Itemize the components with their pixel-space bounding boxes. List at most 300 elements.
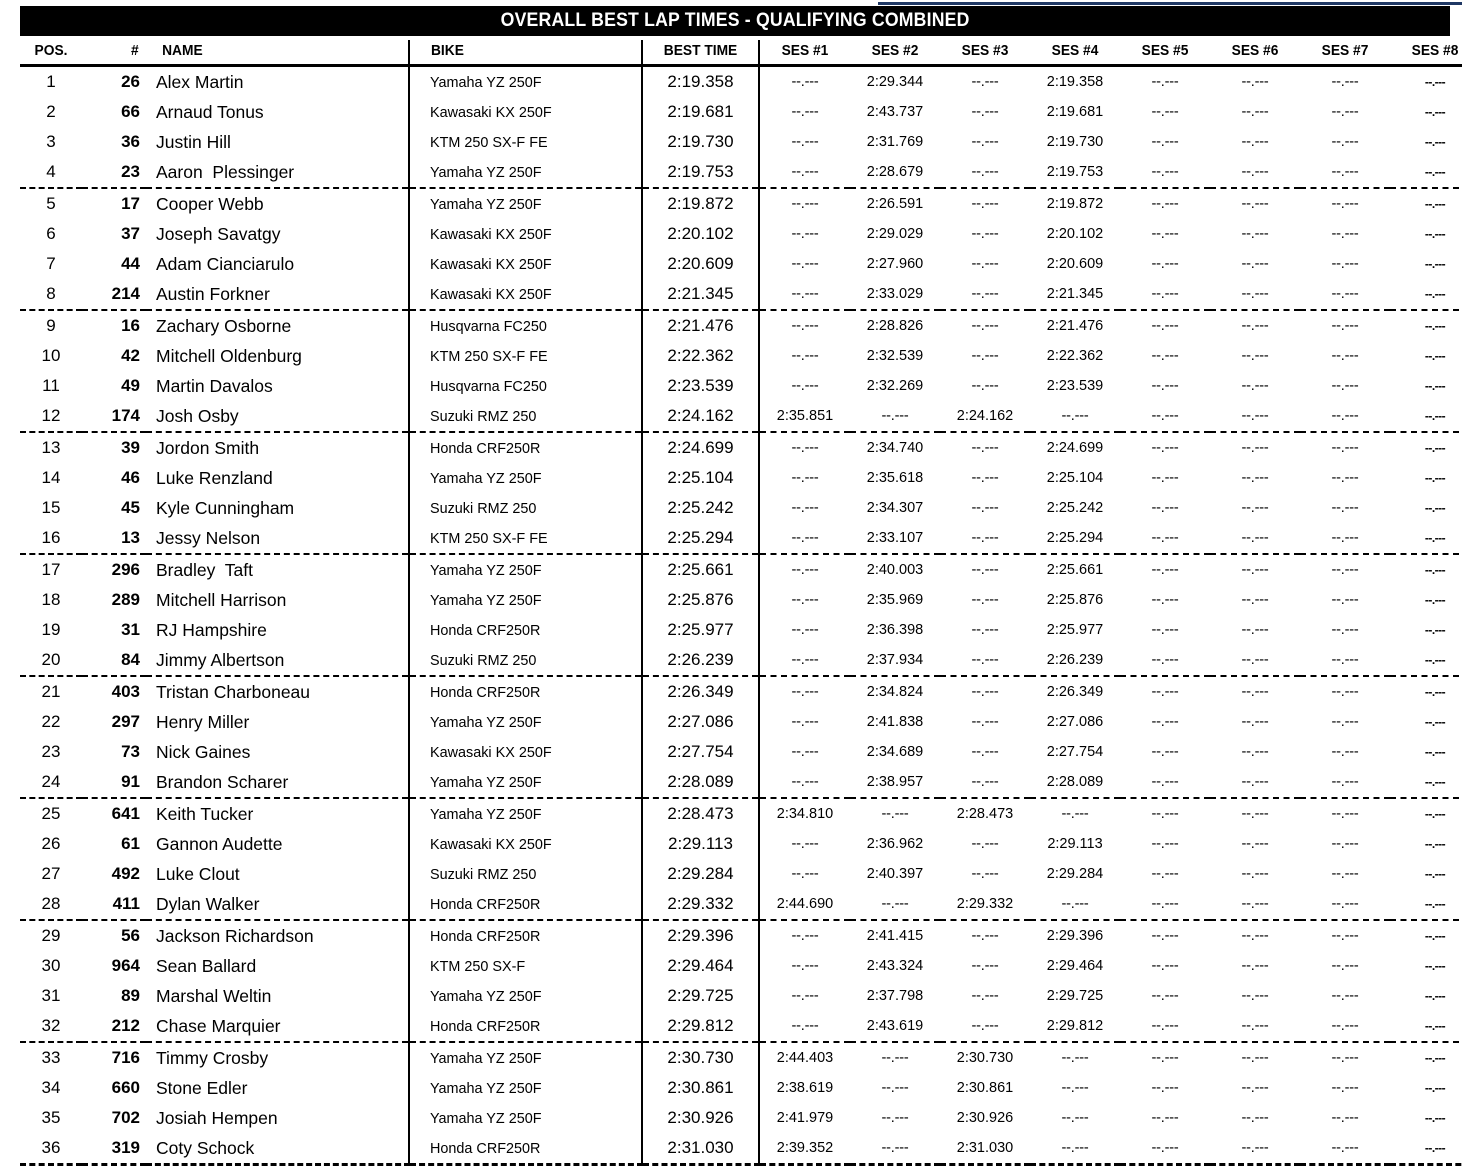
cell-best-time: 2:19.681 (642, 97, 759, 127)
cell-session-6: --.--- (1241, 988, 1269, 1004)
accent-rule (878, 2, 1462, 5)
cell-number: 289 (111, 590, 140, 609)
table-row (20, 767, 1462, 798)
cell-session-3: --.--- (971, 318, 999, 334)
cell-number: 492 (111, 864, 140, 883)
cell-session-6: --.--- (1241, 104, 1269, 120)
cell-rider-name: Zachary Osborne (156, 315, 292, 336)
cell-bike: KTM 250 SX-F FE (414, 523, 638, 554)
cell-rider-name: Gannon Audette (156, 833, 283, 854)
cell-best-time: 2:19.872 (642, 188, 759, 219)
cell-number: 91 (82, 767, 146, 798)
table-head (20, 40, 1462, 66)
cell-session-7: --.--- (1331, 134, 1359, 150)
cell-number: 31 (121, 620, 140, 639)
cell-session-7: --.--- (1331, 1110, 1359, 1126)
cell-session-1: 2:35.851 (759, 401, 850, 432)
cell-session-7: --.--- (1331, 714, 1359, 730)
cell-session-7: --.--- (1331, 836, 1359, 852)
cell-best-time: 2:26.349 (642, 676, 759, 707)
cell-session-6: --.--- (1241, 1110, 1269, 1126)
cell-position: 30 (41, 956, 61, 975)
cell-session-3: --.--- (971, 226, 999, 242)
column-header-name: NAME (162, 43, 203, 59)
cell-best-time: 2:29.332 (642, 889, 759, 920)
cell-session-6: --.--- (1241, 348, 1269, 364)
cell-session-1: --.--- (759, 341, 850, 371)
cell-session-1: --.--- (759, 676, 850, 707)
cell-position: 20 (20, 645, 82, 676)
cell-session-4: 2:19.872 (1046, 196, 1104, 212)
cell-best-time: 2:25.977 (642, 615, 759, 645)
cell-rider-name: Keith Tucker (156, 803, 254, 824)
cell-session-6: --.--- (1241, 684, 1269, 700)
cell-session-5: --.--- (1120, 1133, 1210, 1165)
cell-session-6: --.--- (1241, 928, 1269, 944)
cell-session-2: 2:34.824 (866, 684, 924, 700)
page-title: OVERALL BEST LAP TIMES - QUALIFYING COMBINED (500, 10, 970, 31)
cell-position: 10 (41, 346, 61, 365)
cell-rider-name: Mitchell Harrison (156, 589, 287, 610)
cell-session-1: --.--- (759, 1011, 850, 1042)
cell-number: 23 (82, 157, 146, 188)
cell-rider-name: Austin Forkner (146, 279, 409, 310)
cell-position: 17 (41, 560, 61, 579)
column-header-ses-1: SES #1 (761, 40, 847, 66)
table-row (20, 889, 1462, 920)
cell-position: 21 (41, 682, 61, 701)
cell-session-5: --.--- (1151, 256, 1179, 272)
cell-session-8: --.--- (1424, 837, 1446, 851)
cell-session-3: --.--- (971, 592, 999, 608)
cell-session-2: 2:41.838 (866, 714, 924, 730)
cell-session-3: --.--- (971, 836, 999, 852)
cell-session-5: --.--- (1151, 348, 1179, 364)
cell-position: 31 (41, 986, 61, 1005)
cell-session-4: --.--- (1061, 806, 1089, 822)
cell-session-7: --.--- (1331, 256, 1359, 272)
cell-session-2: 2:36.962 (866, 836, 924, 852)
cell-session-4: 2:25.661 (1046, 562, 1104, 578)
cell-bike: Honda CRF250R (414, 432, 638, 463)
cell-rider-name: Justin Hill (156, 131, 231, 152)
cell-session-2: 2:34.689 (866, 744, 924, 760)
cell-number: 73 (121, 742, 140, 761)
cell-number: 61 (121, 834, 140, 853)
cell-bike: Honda CRF250R (414, 920, 638, 951)
cell-rider-name: Alex Martin (156, 71, 244, 92)
cell-session-7: --.--- (1300, 645, 1390, 676)
cell-session-7: --.--- (1331, 440, 1359, 456)
cell-best-time: 2:24.699 (642, 432, 759, 463)
cell-session-3: --.--- (971, 134, 999, 150)
cell-session-7: --.--- (1331, 500, 1359, 516)
cell-session-6: --.--- (1210, 523, 1300, 554)
cell-session-1: --.--- (759, 767, 850, 798)
cell-session-5: --.--- (1151, 744, 1179, 760)
cell-session-8: --.--- (1390, 279, 1462, 310)
table-row (20, 859, 1462, 889)
cell-position: 25 (41, 804, 61, 823)
cell-session-7: --.--- (1331, 1080, 1359, 1096)
cell-rider-name: Josh Osby (146, 401, 409, 432)
cell-session-7: --.--- (1331, 866, 1359, 882)
cell-bike: Suzuki RMZ 250 (414, 859, 638, 889)
cell-session-2: --.--- (881, 1080, 909, 1096)
column-header-ses-5: SES #5 (1141, 43, 1189, 59)
cell-session-8: --.--- (1424, 257, 1446, 271)
cell-number: 17 (121, 194, 140, 213)
cell-session-2: --.--- (881, 806, 909, 822)
cell-session-6: --.--- (1210, 889, 1300, 920)
table-row (20, 829, 1462, 859)
cell-session-5: --.--- (1151, 592, 1179, 608)
cell-best-time: 2:22.362 (642, 341, 759, 371)
cell-session-4: --.--- (1030, 1133, 1120, 1165)
cell-position: 26 (41, 834, 61, 853)
cell-position: 28 (20, 889, 82, 920)
table-row (20, 951, 1462, 981)
cell-rider-name: Chase Marquier (146, 1011, 409, 1042)
cell-session-3: --.--- (940, 523, 1030, 554)
cell-session-5: --.--- (1151, 622, 1179, 638)
cell-bike: Yamaha YZ 250F (414, 188, 638, 219)
cell-session-7: --.--- (1300, 1133, 1390, 1165)
cell-session-1: --.--- (759, 493, 850, 523)
cell-position: 29 (41, 926, 61, 945)
cell-session-1: 2:34.810 (759, 798, 850, 829)
cell-best-time: 2:25.661 (642, 554, 759, 585)
cell-session-5: --.--- (1151, 104, 1179, 120)
cell-position: 16 (20, 523, 82, 554)
cell-bike: Yamaha YZ 250F (414, 554, 638, 585)
cell-session-2: 2:38.957 (850, 767, 940, 798)
table-row (20, 157, 1462, 188)
cell-best-time: 2:20.102 (642, 219, 759, 249)
cell-session-6: --.--- (1241, 836, 1269, 852)
cell-session-3: --.--- (940, 767, 1030, 798)
cell-session-4: 2:22.362 (1046, 348, 1104, 364)
cell-session-7: --.--- (1300, 523, 1390, 554)
cell-bike: Yamaha YZ 250F (414, 767, 638, 798)
cell-session-2: 2:41.415 (866, 928, 924, 944)
table-row (20, 127, 1462, 157)
cell-session-6: --.--- (1241, 1050, 1269, 1066)
table-row (20, 493, 1462, 523)
cell-session-4: 2:19.681 (1046, 104, 1104, 120)
cell-session-6: --.--- (1241, 744, 1269, 760)
cell-bike: KTM 250 SX-F FE (414, 341, 638, 371)
cell-session-7: --.--- (1331, 1050, 1359, 1066)
cell-session-5: --.--- (1151, 836, 1179, 852)
cell-session-7: --.--- (1331, 684, 1359, 700)
cell-rider-name: Jimmy Albertson (146, 645, 409, 676)
cell-bike: Yamaha YZ 250F (414, 463, 638, 493)
cell-number: 174 (82, 401, 146, 432)
table-row (20, 798, 1462, 829)
cell-rider-name: Marshal Weltin (156, 985, 272, 1006)
cell-bike: KTM 250 SX-F FE (414, 127, 638, 157)
cell-session-2: 2:31.769 (866, 134, 924, 150)
cell-session-8: --.--- (1424, 379, 1446, 393)
cell-bike: Kawasaki KX 250F (414, 97, 638, 127)
cell-session-4: 2:23.539 (1046, 378, 1104, 394)
cell-session-5: --.--- (1151, 714, 1179, 730)
cell-session-3: --.--- (971, 714, 999, 730)
cell-session-2: --.--- (850, 1133, 940, 1165)
cell-session-8: --.--- (1424, 105, 1446, 119)
cell-session-3: --.--- (940, 157, 1030, 188)
column-header-best-time: BEST TIME (645, 40, 756, 66)
results-table (20, 40, 1462, 1166)
cell-session-1: --.--- (759, 645, 850, 676)
cell-session-8: --.--- (1390, 157, 1462, 188)
cell-session-4: 2:25.977 (1046, 622, 1104, 638)
cell-session-5: --.--- (1151, 562, 1179, 578)
cell-session-6: --.--- (1210, 645, 1300, 676)
cell-best-time: 2:28.089 (642, 767, 759, 798)
cell-best-time: 2:29.113 (642, 829, 759, 859)
cell-session-8: --.--- (1424, 319, 1446, 333)
cell-rider-name: Arnaud Tonus (156, 101, 264, 122)
cell-session-7: --.--- (1300, 401, 1390, 432)
cell-session-7: --.--- (1331, 928, 1359, 944)
cell-position: 22 (41, 712, 61, 731)
cell-bike: Yamaha YZ 250F (414, 1103, 638, 1133)
cell-number: 16 (121, 316, 140, 335)
cell-session-3: 2:30.730 (956, 1050, 1014, 1066)
cell-session-8: --.--- (1424, 685, 1446, 699)
cell-session-5: --.--- (1151, 378, 1179, 394)
cell-session-1: --.--- (759, 981, 850, 1011)
cell-session-2: --.--- (881, 1110, 909, 1126)
cell-number: 42 (121, 346, 140, 365)
cell-best-time: 2:29.812 (642, 1011, 759, 1042)
cell-number: 212 (82, 1011, 146, 1042)
cell-best-time: 2:29.725 (642, 981, 759, 1011)
cell-session-7: --.--- (1331, 806, 1359, 822)
cell-session-3: --.--- (971, 74, 999, 90)
cell-session-2: 2:37.934 (850, 645, 940, 676)
cell-rider-name: Joseph Savatgy (156, 223, 281, 244)
cell-best-time: 2:23.539 (642, 371, 759, 401)
cell-rider-name: Aaron Plessinger (146, 157, 409, 188)
cell-session-7: --.--- (1331, 378, 1359, 394)
cell-session-6: --.--- (1241, 226, 1269, 242)
cell-session-7: --.--- (1331, 592, 1359, 608)
cell-session-3: 2:28.473 (956, 806, 1014, 822)
cell-rider-name: Bradley Taft (156, 559, 253, 580)
cell-session-5: --.--- (1151, 318, 1179, 334)
page-title-bar (20, 6, 1450, 36)
cell-session-4: 2:20.102 (1046, 226, 1104, 242)
cell-position: 36 (20, 1133, 82, 1165)
cell-rider-name: Jordon Smith (156, 437, 260, 458)
cell-session-3: 2:30.926 (956, 1110, 1014, 1126)
cell-session-2: 2:35.618 (866, 470, 924, 486)
cell-bike: Honda CRF250R (414, 1133, 638, 1165)
cell-session-3: --.--- (971, 256, 999, 272)
cell-session-6: --.--- (1241, 806, 1269, 822)
cell-session-4: 2:24.699 (1046, 440, 1104, 456)
cell-session-3: --.--- (971, 988, 999, 1004)
cell-session-5: --.--- (1120, 523, 1210, 554)
cell-session-8: --.--- (1424, 135, 1446, 149)
table-row (20, 279, 1462, 310)
cell-session-1: 2:41.979 (759, 1103, 850, 1133)
table-row (20, 97, 1462, 127)
cell-best-time: 2:25.876 (642, 585, 759, 615)
cell-position: 3 (46, 132, 56, 151)
cell-session-2: 2:32.539 (866, 348, 924, 364)
cell-bike: Yamaha YZ 250F (414, 157, 638, 188)
cell-session-8: --.--- (1390, 523, 1462, 554)
cell-rider-name: Timmy Crosby (156, 1047, 269, 1068)
cell-session-7: --.--- (1300, 889, 1390, 920)
table-row (20, 463, 1462, 493)
table-row (20, 432, 1462, 463)
table-row (20, 981, 1462, 1011)
cell-number: 66 (121, 102, 140, 121)
cell-position: 18 (41, 590, 61, 609)
cell-bike: Kawasaki KX 250F (414, 279, 638, 310)
cell-session-2: 2:36.398 (866, 622, 924, 638)
cell-position: 33 (41, 1048, 61, 1067)
cell-best-time: 2:20.609 (642, 249, 759, 279)
cell-session-6: --.--- (1241, 440, 1269, 456)
cell-rider-name: Sean Ballard (156, 955, 257, 976)
cell-session-3: --.--- (971, 470, 999, 486)
column-header-number: # (131, 43, 139, 59)
cell-session-8: --.--- (1424, 563, 1446, 577)
table-row (20, 920, 1462, 951)
cell-session-7: --.--- (1300, 1011, 1390, 1042)
cell-rider-name: Cooper Webb (156, 193, 264, 214)
results-table-container (20, 40, 1459, 1166)
cell-session-2: --.--- (881, 1050, 909, 1066)
cell-bike: Kawasaki KX 250F (414, 829, 638, 859)
cell-session-2: 2:28.679 (850, 157, 940, 188)
table-row (20, 219, 1462, 249)
cell-number: 702 (111, 1108, 140, 1127)
cell-session-5: --.--- (1151, 684, 1179, 700)
cell-session-1: --.--- (759, 554, 850, 585)
cell-session-8: --.--- (1424, 227, 1446, 241)
cell-session-6: --.--- (1210, 767, 1300, 798)
cell-session-7: --.--- (1331, 226, 1359, 242)
cell-session-4: 2:29.725 (1046, 988, 1104, 1004)
cell-bike: Yamaha YZ 250F (414, 707, 638, 737)
cell-rider-name: Dylan Walker (146, 889, 409, 920)
cell-session-6: --.--- (1241, 378, 1269, 394)
cell-session-3: --.--- (971, 348, 999, 364)
cell-session-6: --.--- (1241, 500, 1269, 516)
cell-session-2: 2:28.826 (866, 318, 924, 334)
cell-rider-name: Luke Renzland (156, 467, 273, 488)
cell-session-4: 2:29.464 (1046, 958, 1104, 974)
cell-session-2: --.--- (850, 401, 940, 432)
cell-best-time: 2:29.396 (642, 920, 759, 951)
cell-session-1: --.--- (759, 920, 850, 951)
cell-session-7: --.--- (1331, 74, 1359, 90)
cell-session-7: --.--- (1300, 279, 1390, 310)
cell-session-8: --.--- (1424, 1081, 1446, 1095)
cell-best-time: 2:27.086 (642, 707, 759, 737)
cell-session-3: --.--- (971, 562, 999, 578)
table-row (20, 249, 1462, 279)
cell-session-6: --.--- (1241, 958, 1269, 974)
cell-session-3: --.--- (971, 928, 999, 944)
cell-bike: Kawasaki KX 250F (414, 249, 638, 279)
cell-session-6: --.--- (1241, 74, 1269, 90)
column-header-ses-4: SES #4 (1051, 43, 1099, 59)
table-row (20, 371, 1462, 401)
cell-session-4: 2:19.730 (1046, 134, 1104, 150)
cell-session-5: --.--- (1120, 157, 1210, 188)
cell-session-5: --.--- (1151, 500, 1179, 516)
cell-position: 9 (46, 316, 56, 335)
cell-session-4: 2:29.812 (1030, 1011, 1120, 1042)
cell-session-3: --.--- (971, 958, 999, 974)
cell-session-5: --.--- (1120, 767, 1210, 798)
cell-session-1: --.--- (759, 585, 850, 615)
cell-bike: Yamaha YZ 250F (414, 1073, 638, 1103)
table-row (20, 1073, 1462, 1103)
cell-number: 403 (111, 682, 140, 701)
cell-session-5: --.--- (1120, 401, 1210, 432)
cell-session-8: --.--- (1424, 745, 1446, 759)
cell-session-5: --.--- (1151, 988, 1179, 1004)
cell-session-5: --.--- (1151, 74, 1179, 90)
cell-best-time: 2:25.242 (642, 493, 759, 523)
cell-session-8: --.--- (1424, 349, 1446, 363)
cell-session-8: --.--- (1424, 715, 1446, 729)
cell-best-time: 2:31.030 (642, 1133, 759, 1165)
cell-session-8: --.--- (1424, 441, 1446, 455)
cell-position: 13 (41, 438, 61, 457)
cell-session-3: --.--- (971, 196, 999, 212)
cell-number: 411 (82, 889, 146, 920)
cell-rider-name: RJ Hampshire (156, 619, 267, 640)
cell-session-4: --.--- (1030, 889, 1120, 920)
cell-session-1: --.--- (759, 127, 850, 157)
cell-best-time: 2:19.753 (642, 157, 759, 188)
cell-bike: Husqvarna FC250 (414, 371, 638, 401)
cell-session-1: --.--- (759, 66, 850, 98)
table-row (20, 1133, 1462, 1165)
cell-number: 84 (82, 645, 146, 676)
cell-session-5: --.--- (1151, 928, 1179, 944)
cell-bike: Honda CRF250R (414, 615, 638, 645)
cell-session-4: 2:29.113 (1047, 836, 1103, 852)
cell-bike: Yamaha YZ 250F (414, 66, 638, 98)
cell-session-1: --.--- (759, 432, 850, 463)
cell-position: 1 (46, 72, 56, 91)
cell-session-4: 2:27.086 (1046, 714, 1104, 730)
cell-session-3: --.--- (971, 622, 999, 638)
column-header-ses-3: SES #3 (961, 43, 1009, 59)
cell-bike: KTM 250 SX-F (414, 951, 638, 981)
cell-session-4: 2:28.089 (1030, 767, 1120, 798)
cell-session-6: --.--- (1241, 622, 1269, 638)
cell-session-4: 2:25.876 (1046, 592, 1104, 608)
cell-session-2: 2:34.740 (866, 440, 924, 456)
cell-session-5: --.--- (1151, 226, 1179, 242)
cell-position: 14 (41, 468, 61, 487)
cell-session-3: --.--- (971, 378, 999, 394)
table-row (20, 554, 1462, 585)
cell-session-5: --.--- (1151, 196, 1179, 212)
